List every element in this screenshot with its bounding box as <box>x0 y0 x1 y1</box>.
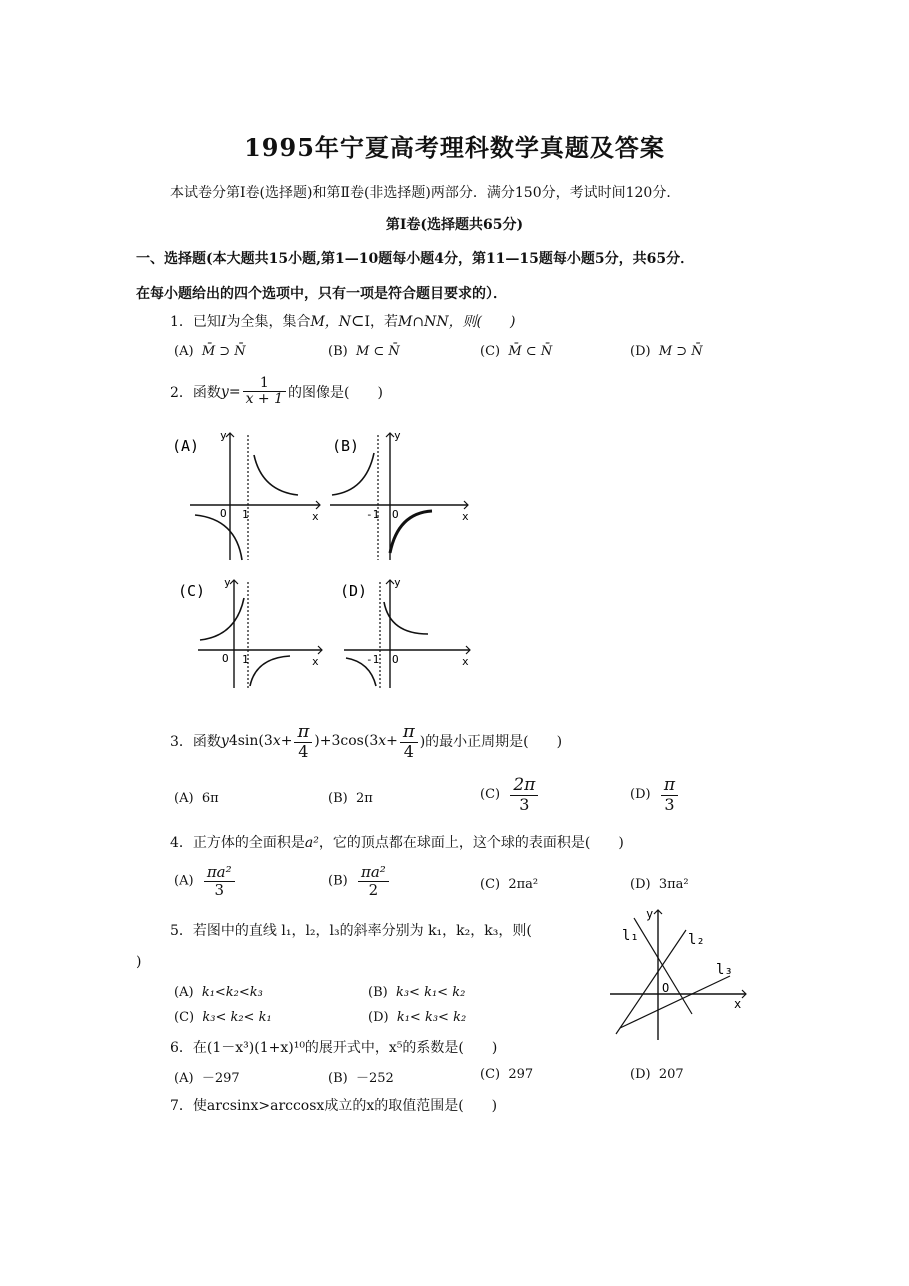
section1-instructions-line1: 一、选择题(本大题共15小题,第1—10题每小题4分，第11—15题每小题5分，共65分． <box>136 251 695 267</box>
svg-text:-1: -1 <box>366 508 380 521</box>
q6-option-c: (C) 297 <box>480 1067 534 1082</box>
q4-option-c: (C) 2πa² <box>480 877 539 892</box>
svg-text:y: y <box>646 907 654 921</box>
intro-text: 本试卷分第Ⅰ卷(选择题)和第Ⅱ卷(非选择题)两部分．满分150分，考试时间120分． <box>170 185 681 201</box>
q5-lines-figure <box>606 902 756 1042</box>
svg-text:y: y <box>220 429 227 442</box>
question-1-stem: 1．已知I为全集，集合M，N⊂I，若M∩NN，则( ) <box>170 311 516 330</box>
part1-heading: 第Ⅰ卷(选择题共65分) <box>385 217 524 233</box>
q4-option-d: (D) 3πa² <box>630 877 689 892</box>
question-5-stem: 5．若图中的直线 l₁，l₂，l₃的斜率分别为 k₁，k₂，k₃，则( <box>170 923 532 939</box>
svg-text:x: x <box>462 655 469 668</box>
section1-instructions-line2: 在每小题给出的四个选项中，只有一项是符合题目要求的）． <box>136 286 507 302</box>
q1-option-b: (B) M ⊂ N̄ <box>328 344 400 359</box>
svg-text:O: O <box>222 652 229 665</box>
svg-text:O: O <box>392 653 399 666</box>
q2-graph-b <box>328 425 478 565</box>
svg-text:1: 1 <box>242 653 249 666</box>
q3-fraction-2: $\frac{\pi}{4}$ <box>400 722 418 760</box>
svg-text:O: O <box>220 507 227 520</box>
svg-text:y: y <box>224 576 231 589</box>
q1-option-a: (A) M̄ ⊃ N̄ <box>174 344 246 359</box>
q5-option-a: (A) k₁<k₂<k₃ <box>174 985 263 1000</box>
question-2-stem: 2．函数y= $\frac{1}{x + 1}$ 的图像是( ) <box>170 375 383 408</box>
q3-option-d: (D) $\frac{\pi}{3}$ <box>630 776 680 813</box>
svg-text:x: x <box>462 510 469 523</box>
svg-text:l₂: l₂ <box>688 932 705 948</box>
svg-text:l₃: l₃ <box>716 962 733 978</box>
q4-option-b: (B) $\frac{\text{πa²}}{2}$ <box>328 864 391 898</box>
q6-option-a: (A) －297 <box>174 1071 240 1086</box>
q4-option-a: (A) $\frac{\text{πa²}}{3}$ <box>174 864 237 898</box>
svg-text:-1: -1 <box>366 653 380 666</box>
q2-graph-c <box>170 570 330 690</box>
question-3-stem: 3．函数y4sin(3x+ $\frac{\pi}{4}$ )+3cos(3x+ $\frac{\pi}{4}$ )的最小正周期是( ) <box>170 721 563 761</box>
q1-option-c: (C) M̄ ⊂ N̄ <box>480 344 553 359</box>
q5-option-d: (D) k₁< k₃< k₂ <box>368 1010 467 1025</box>
q1-option-d: (D) M ⊃ N̄ <box>630 344 703 359</box>
svg-text:l₁: l₁ <box>622 928 639 944</box>
svg-text:x: x <box>312 655 319 668</box>
q3-option-c: (C) $\frac{2\pi}{3}$ <box>480 776 540 813</box>
q2-fraction: $\frac{1}{x + 1}$ <box>243 376 286 408</box>
svg-text:(B): (B) <box>332 437 360 455</box>
page-title: 1995年宁夏高考理科数学真题及答案 <box>244 133 665 162</box>
svg-text:(A): (A) <box>172 437 200 455</box>
question-7-stem: 7．使arcsinx>arccosx成立的x的取值范围是( ) <box>170 1098 498 1114</box>
svg-text:O: O <box>392 508 399 521</box>
q5-option-c: (C) k₃< k₂< k₁ <box>174 1010 272 1025</box>
svg-text:y: y <box>394 576 401 589</box>
question-6-stem: 6．在(1－x³)(1+x)¹⁰的展开式中，x⁵的系数是( ) <box>170 1040 498 1056</box>
svg-text:x: x <box>312 510 319 523</box>
q6-option-b: (B) －252 <box>328 1071 394 1086</box>
q6-option-d: (D) 207 <box>630 1067 684 1082</box>
svg-text:x: x <box>734 997 742 1011</box>
q2-graph-a <box>170 425 330 565</box>
q2-graph-d <box>328 570 478 690</box>
svg-text:(C): (C) <box>178 582 206 600</box>
question-4-stem: 4．正方体的全面积是a²，它的顶点都在球面上，这个球的表面积是( ) <box>170 835 624 851</box>
question-5-stem-end: ) <box>136 954 142 970</box>
q3-option-a: (A) 6π <box>174 791 219 806</box>
svg-text:1: 1 <box>242 508 249 521</box>
q5-option-b: (B) k₃< k₁< k₂ <box>368 985 466 1000</box>
q3-option-b: (B) 2π <box>328 791 373 806</box>
svg-text:O: O <box>662 981 670 995</box>
svg-text:(D): (D) <box>340 582 368 600</box>
q3-fraction-1: $\frac{\pi}{4}$ <box>294 722 312 760</box>
svg-text:y: y <box>394 429 401 442</box>
